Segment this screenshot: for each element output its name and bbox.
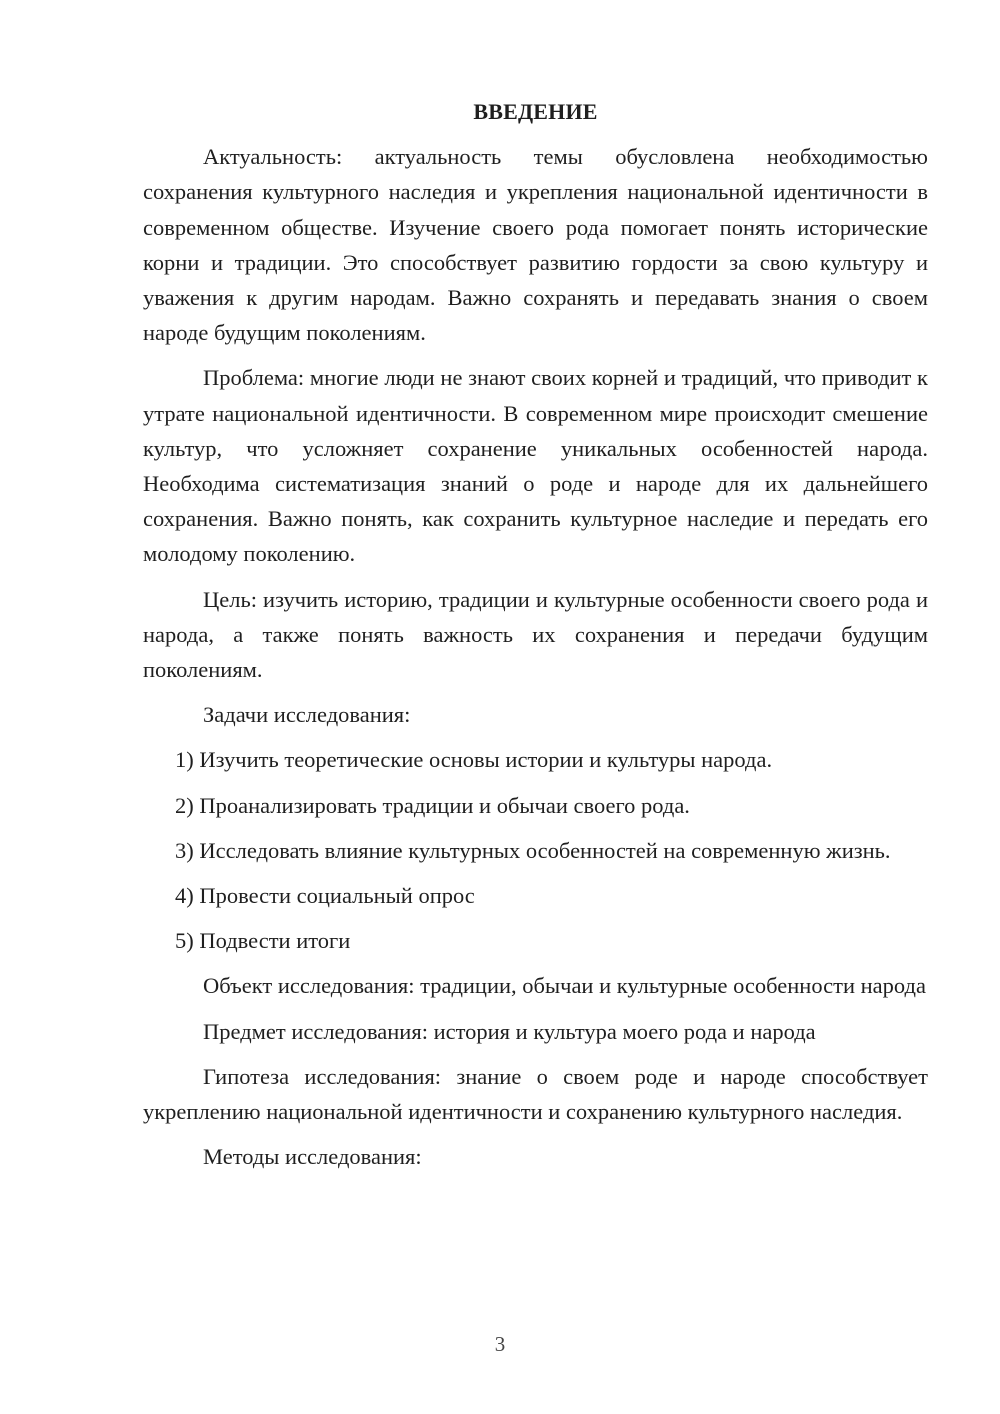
problem-paragraph: Проблема: многие люди не знают своих корней и традиций, что приводит к утрате национальной идентичности. В современном мире происходит смешение культур, что усложняет сохранение уникальных особенностей народа. Необходима систематизация знаний о роде и народе для их дальнейшего сохранения. Важно понять, как сохранить культурное наследие и передать его молодому поколению. <box>143 365 928 567</box>
task-item-3: 3) Исследовать влияние культурных особенностей на современную жизнь. <box>175 837 891 863</box>
page-content <box>143 94 928 1184</box>
page-title: ВВЕДЕНИЕ <box>473 99 598 124</box>
task-item-2: 2) Проанализировать традиции и обычаи своего рода. <box>175 792 690 818</box>
tasks-heading: Задачи исследования: <box>203 702 411 728</box>
page-number: 3 <box>494 1332 506 1356</box>
hypothesis-paragraph: Гипотеза исследования: знание о своем роде и народе способствует укреплению национальной идентичности и сохранению культурного наследия. <box>143 1063 928 1125</box>
task-item-5: 5) Подвести итоги <box>175 928 351 954</box>
relevance-paragraph: Актуальность: актуальность темы обусловлена необходимостью сохранения культурного наследия и укрепления национальной идентичности в современном обществе. Изучение своего рода помогает понять исторические корни и традиции. Это способствует развитию гордости за свою культуру и уважения к другим народам. Важно сохранять и передавать знания о своем народе будущим поколениям. <box>143 144 928 346</box>
goal-paragraph: Цель: изучить историю, традиции и культурные особенности своего рода и народа, а также понять важность их сохранения и передачи будущим поколениям. <box>143 586 928 683</box>
task-item-4: 4) Провести социальный опрос <box>175 883 475 909</box>
object-paragraph: Объект исследования: традиции, обычаи и культурные особенности народа <box>203 973 926 999</box>
methods-heading: Методы исследования: <box>203 1144 422 1170</box>
task-item-1: 1) Изучить теоретические основы истории и культуры народа. <box>175 747 773 773</box>
subject-paragraph: Предмет исследования: история и культура моего рода и народа <box>203 1018 816 1044</box>
